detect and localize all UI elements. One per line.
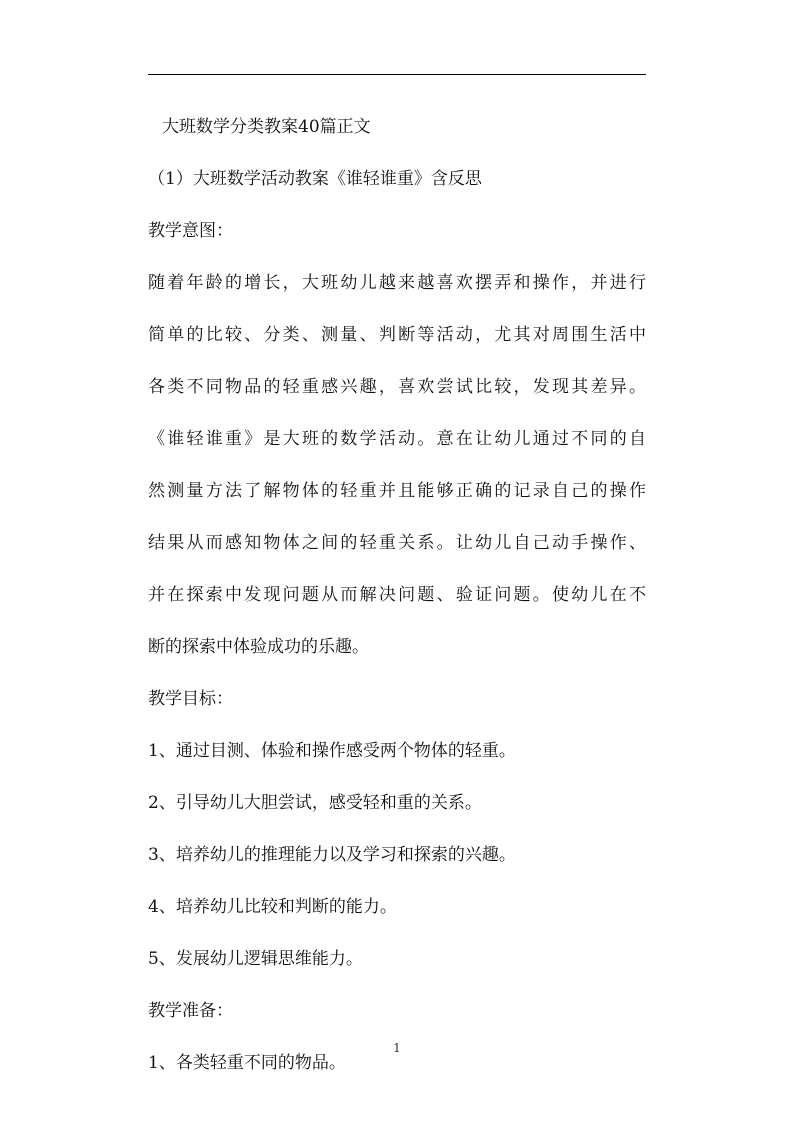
intent-line: 然测量方法了解物体的轻重并且能够正确的记录自己的操作	[148, 481, 646, 501]
goal-item: 5、发展幼儿逻辑思维能力。	[148, 949, 363, 969]
intent-line: 各类不同物品的轻重感兴趣，喜欢尝试比较，发现其差异。	[148, 377, 646, 397]
document-body	[148, 112, 646, 1100]
intent-line: 《谁轻谁重》是大班的数学活动。意在让幼儿通过不同的自	[148, 429, 646, 449]
intent-line: 断的探索中体验成功的乐趣。	[148, 637, 369, 657]
intent-line: 简单的比较、分类、测量、判断等活动，尤其对周围生活中	[148, 325, 646, 345]
intent-line: 并在探索中发现问题从而解决问题、验证问题。使幼儿在不	[148, 585, 646, 605]
section-heading: （1）大班数学活动教案《谁轻谁重》含反思	[148, 169, 482, 189]
document-title: 大班数学分类教案40篇正文	[162, 117, 371, 137]
goal-item: 2、引导幼儿大胆尝试，感受轻和重的关系。	[148, 793, 482, 813]
page-number: 1	[393, 1041, 401, 1055]
header-rule	[148, 74, 646, 75]
intent-line: 随着年龄的增长，大班幼儿越来越喜欢摆弄和操作，并进行	[148, 273, 646, 293]
goal-item: 1、通过目测、体验和操作感受两个物体的轻重。	[148, 741, 516, 761]
intent-paragraph	[148, 268, 646, 662]
goal-item: 4、培养幼儿比较和判断的能力。	[148, 897, 397, 917]
prep-item: 1、各类轻重不同的物品。	[148, 1053, 346, 1073]
prep-heading: 教学准备：	[148, 1001, 233, 1021]
goal-item: 3、培养幼儿的推理能力以及学习和探索的兴趣。	[148, 845, 516, 865]
goals-heading: 教学目标：	[148, 689, 233, 709]
intent-line: 结果从而感知物体之间的轻重关系。让幼儿自己动手操作、	[148, 533, 646, 553]
intent-heading: 教学意图：	[148, 221, 233, 241]
